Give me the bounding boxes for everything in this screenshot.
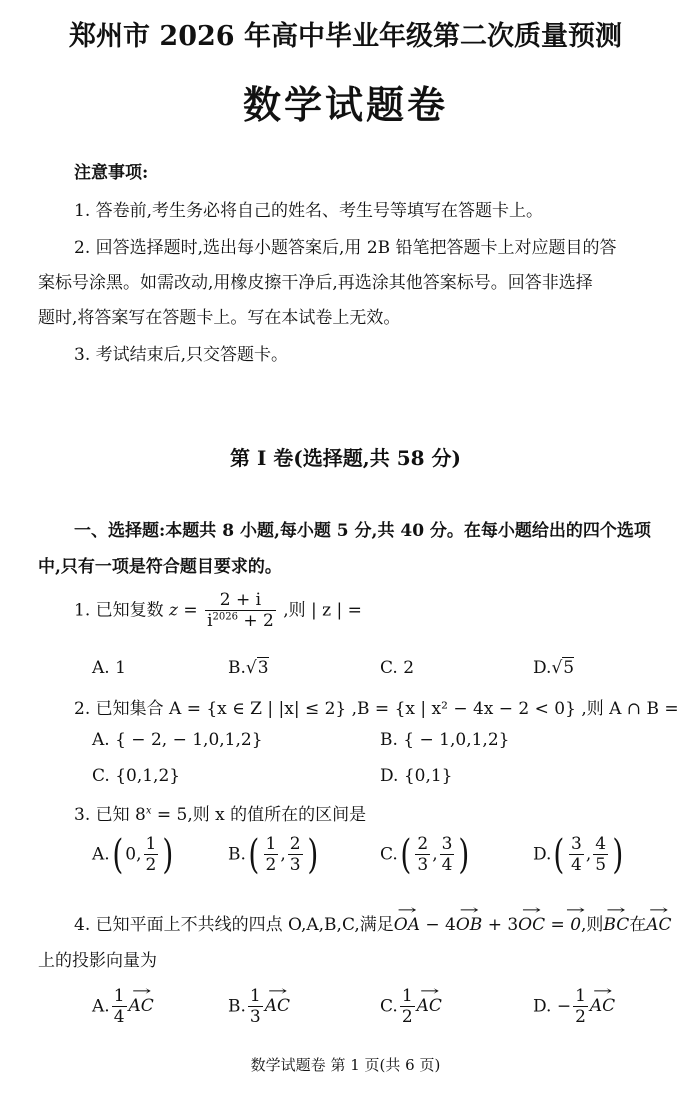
- q4-option-b: B. $\frac{1}{3}$ → AC: [228, 986, 290, 1028]
- exam-header-title: 郑州市 2026 年高中毕业年级第二次质量预测: [69, 21, 622, 52]
- note-item-2-line-1: 2. 回答选择题时,选出每小题答案后,用 2B 铅笔把答题卡上对应题目的答: [74, 238, 617, 258]
- vector-ob: → OB: [456, 915, 482, 935]
- page-footer: 数学试题卷 第 1 页(共 6 页): [250, 1056, 441, 1074]
- q1-numerator: 2 + i: [205, 590, 276, 611]
- q4-option-d: D. − $\frac{1}{2}$ → AC: [533, 986, 615, 1028]
- vector-bc: → BC: [603, 915, 629, 935]
- section-instructions-line-1: 一、选择题:本题共 8 小题,每小题 5 分,共 40 分。在每小题给出的四个选项: [74, 521, 651, 541]
- q1-option-c: C. 2: [380, 658, 415, 678]
- question-4-stem-line-2: 上的投影向量为: [38, 951, 157, 971]
- vector-ac: → AC: [646, 915, 671, 935]
- q1-suffix: ,则 | z | =: [283, 600, 362, 621]
- q2-option-a: A. { − 2, − 1,0,1,2}: [92, 730, 263, 750]
- q1-fraction: [205, 590, 276, 632]
- section-title: 第 Ⅰ 卷(选择题,共 58 分): [230, 446, 461, 470]
- exam-subject-title: 数学试题卷: [242, 82, 448, 127]
- q4-option-c: C. $\frac{1}{2}$ → AC: [380, 986, 442, 1028]
- note-item-3: 3. 考试结束后,只交答题卡。: [74, 345, 289, 365]
- question-1-stem: [74, 590, 362, 632]
- note-item-2-line-2: 案标号涂黑。如需改动,用橡皮擦干净后,再选涂其他答案标号。回答非选择: [38, 273, 593, 293]
- q2-option-b: B. { − 1,0,1,2}: [380, 730, 510, 750]
- q1-option-b: B.√3: [228, 658, 269, 678]
- q1-prefix: 1. 已知复数: [74, 600, 164, 621]
- vector-oa: → OA: [394, 915, 420, 935]
- zero-vector: → 0: [570, 915, 581, 935]
- q1-var: z: [169, 600, 178, 621]
- q2-option-d: D. {0,1}: [380, 766, 453, 786]
- q4-option-a: A. $\frac{1}{4}$ → AC: [92, 986, 154, 1028]
- question-4-stem-line-1: 4. 已知平面上不共线的四点 O,A,B,C,满足→ OA − 4→ OB + 3→ OC = → 0,则→ BC在→ AC: [74, 910, 672, 935]
- vector-oc: → OC: [518, 915, 545, 935]
- q1-denominator: $i^{2026} + 2$: [207, 611, 274, 632]
- note-item-2-line-3: 题时,将答案写在答题卡上。写在本试卷上无效。: [38, 308, 401, 328]
- question-3-stem: 3. 已知 $8^x = 5$,则 x 的值所在的区间是: [74, 805, 367, 825]
- q1-eq: =: [183, 600, 198, 621]
- q3-option-b: B.( $\frac{1}{2}$ , $\frac{2}{3}$ ): [228, 831, 318, 878]
- q3-option-d: D.( $\frac{3}{4}$ , $\frac{4}{5}$ ): [533, 831, 624, 878]
- q2-option-c: C. {0,1,2}: [92, 766, 181, 786]
- q1-option-d: D.√5: [533, 658, 575, 678]
- note-item-1: 1. 答卷前,考生务必将自己的姓名、考生号等填写在答题卡上。: [74, 201, 544, 221]
- section-instructions-line-2: 中,只有一项是符合题目要求的。: [38, 557, 282, 577]
- q3-option-a: A.( 0, $\frac{1}{2}$ ): [92, 831, 174, 878]
- question-2-stem: 2. 已知集合 A = {x ∈ Z | |x| ≤ 2} ,B = {x | x² − 4x − 2 < 0} ,则 A ∩ B =: [74, 699, 679, 719]
- q3-option-c: C.( $\frac{2}{3}$ , $\frac{3}{4}$ ): [380, 831, 470, 878]
- notes-heading: 注意事项:: [74, 163, 149, 183]
- q1-option-a: A. 1: [92, 658, 126, 678]
